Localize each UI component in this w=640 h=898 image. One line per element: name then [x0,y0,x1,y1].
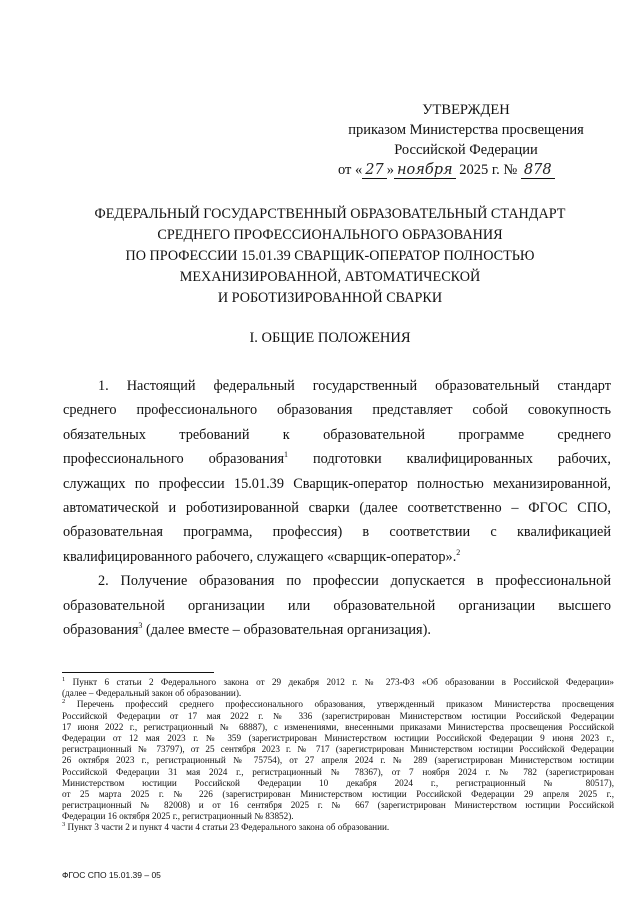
date-year: 2025 г. № [459,162,518,178]
paragraph-2-line: 2. Получение образования по профессии допускается в профессиональной [98,573,611,590]
footnote-2-line: 17 июня 2022 г., регистрационный № 68887), с изменениями, внесенными приказами Министерства просвещения Российской [62,721,614,732]
date-mid: » [386,162,394,178]
body-text [63,374,611,642]
footnote-ref-1: 1 [284,450,289,460]
paragraph-1-text: квалифицированного рабочего, служащего «сварщик-оператор». [63,548,457,565]
paragraph-1-line: 1. Настоящий федеральный государственный образовательный стандарт [98,378,611,394]
paragraph-1-line: образовательная программа, профессия) в соответствии с квалификацией [63,524,611,541]
date-prefix: от « [338,162,363,178]
footnote-3-text: Пункт 3 части 2 и пункт 4 части 4 статьи 23 Федерального закона об образовании. [65,822,390,833]
paragraph-2-line: образовательной организации или образовательной организации высшего [63,597,611,614]
footnote-2-line: Российской Федерации от 17 мая 2022 г. № 336 (зарегистрирован Министерством юстиции Российской Федерации [62,710,614,721]
paragraph-2-line [63,618,611,642]
paragraph-1-line: автоматической и роботизированной сварки (далее соответственно – ФГОС СПО, [63,499,611,516]
footnote-3-line [62,822,614,833]
date-month-handwritten: ноября [394,162,456,179]
footnote-2-text: Перечень профессий среднего профессионального образования, утвержденный приказом Министерства просвещения [76,699,614,710]
footnote-2-line: регистрационный № 73797), от 25 сентября 2023 г. № 717 (зарегистрирован Министерством юстиции Российской Федерации [62,744,614,755]
footnote-2-line: Российской Федерации 31 мая 2024 г., регистрационный № 78367), от 7 ноября 2024 г. № 782 (зарегистрирован [62,766,614,777]
footnote-2-line: от 25 марта 2025 г. № 226 (зарегистрирован Министерством юстиции Российской Федерации 29 апреля 2025 г., [62,788,614,799]
footnote-number: 2 [62,699,66,706]
paragraph-1-line: служащих по профессии 15.01.39 Сварщик-оператор полностью механизированной, [63,475,611,492]
footnote-1-text: Пункт 6 статьи 2 Федерального закона от 29 декабря 2012 г. № 273-ФЗ «Об образовании в Российской Федерации» [72,677,614,687]
footnote-2-line: 26 октября 2023 г., регистрационный № 75754), от 27 апреля 2024 г. № 289 (зарегистрирован Министерством юстиции [62,755,614,766]
footnotes [62,677,614,834]
paragraph-1-line: обязательных требований к образовательной программе среднего [63,426,611,443]
title-line: МЕХАНИЗИРОВАННОЙ, АВТОМАТИЧЕСКОЙ [179,269,481,285]
approval-heading: УТВЕРЖДЕН [422,102,510,118]
footnote-ref-2: 2 [456,547,461,557]
title-line: ПО ПРОФЕССИИ 15.01.39 СВАРЩИК-ОПЕРАТОР ПОЛНОСТЬЮ [125,248,535,264]
date-day-handwritten: 27 [362,162,386,179]
paragraph-1-text: подготовки квалифицированных рабочих, [313,451,611,468]
paragraph-1-line: среднего профессионального образования представляет собой совокупность [63,402,611,419]
footnote-2-line: Федерации 16 октября 2025 г., регистрационный № 83852). [62,811,294,822]
paragraph-1-line [63,447,611,471]
approval-order-line: приказом Министерства просвещения [348,122,584,138]
footnote-number: 3 [62,822,66,829]
order-number-handwritten: 878 [521,162,555,179]
title-line: СРЕДНЕГО ПРОФЕССИОНАЛЬНОГО ОБРАЗОВАНИЯ [157,227,503,243]
approval-stamp [336,100,596,180]
footnote-number: 1 [62,677,66,683]
footnote-ref-3: 3 [138,621,143,631]
footnote-2-line: Федерации от 12 мая 2023 г. № 359 (зарегистрирован Министерством юстиции Российской Федерации 9 июня 2023 г., [62,732,614,743]
footnote-2-line: регистрационный № 82008) и от 16 сентября 2025 г. № 667 (зарегистрирован Министерством юстиции Российской [62,800,614,811]
document-title [40,204,620,309]
approval-country-line: Российской Федерации [394,142,538,158]
paragraph-1-text: профессионального образования [63,451,285,468]
section-heading: I. ОБЩИЕ ПОЛОЖЕНИЯ [249,330,411,346]
paragraph-1-line [63,545,611,569]
paragraph-2-text: образования [63,621,139,638]
document-footer-code: ФГОС СПО 15.01.39 – 05 [62,870,161,880]
footnote-2-line: Министерством юстиции Российской Федерации 10 декабря 2024 г., регистрационный № 80517), [62,777,614,788]
footnote-divider [62,672,214,673]
footnote-1-line: (далее – Федеральный закон об образовании). [62,688,242,699]
title-line: И РОБОТИЗИРОВАННОЙ СВАРКИ [217,290,443,306]
footnote-1-line [62,677,614,688]
title-line: ФЕДЕРАЛЬНЫЙ ГОСУДАРСТВЕННЫЙ ОБРАЗОВАТЕЛЬНЫЙ СТАНДАРТ [94,206,566,222]
paragraph-2-text: (далее вместе – образовательная организация). [142,621,431,638]
footnote-2-line [62,699,614,710]
approval-date-line [336,160,596,180]
